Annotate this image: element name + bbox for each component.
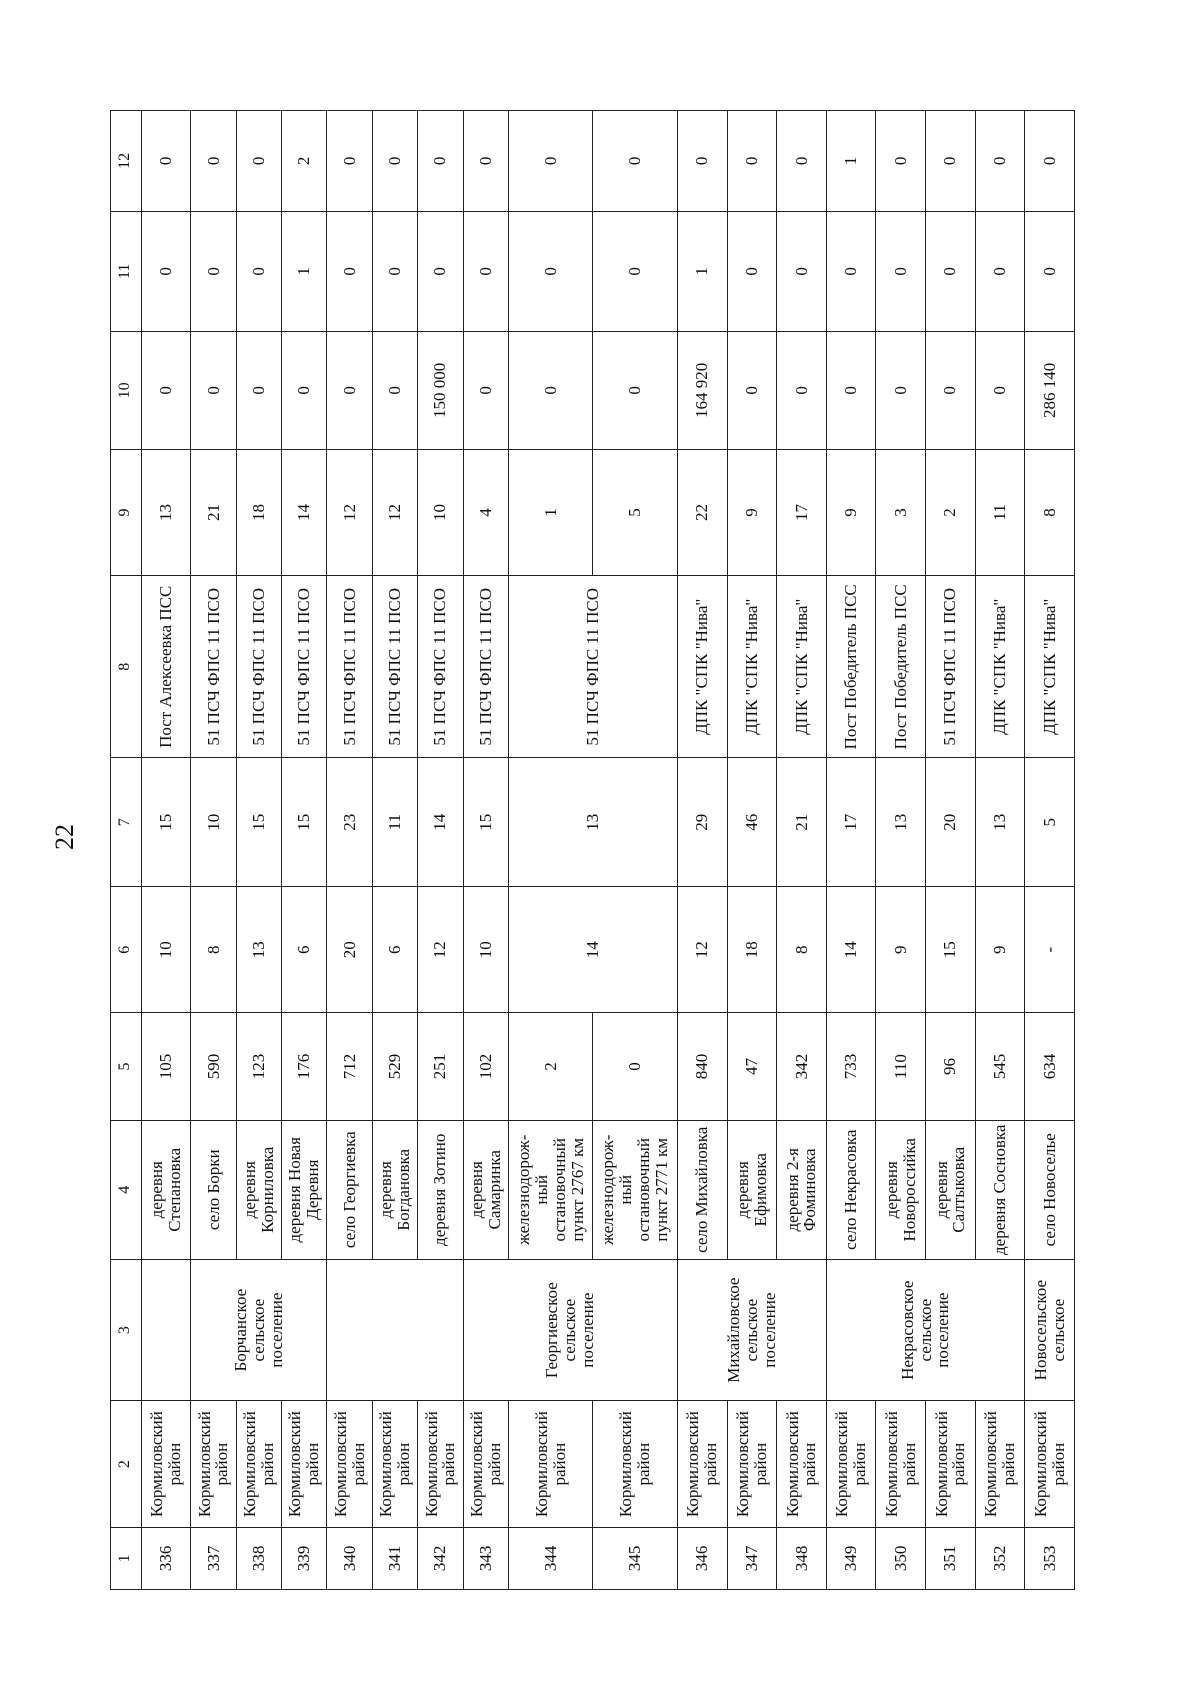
population-cell: 634 [1025,1013,1075,1120]
district-cell: Кормиловский район [282,1401,327,1527]
row-number-cell: 338 [236,1527,281,1589]
district-cell: Кормиловский район [508,1401,592,1527]
district-cell: Кормиловский район [463,1401,508,1527]
col11-cell: 0 [327,211,372,331]
locality-cell: деревня Ефимовка [727,1120,777,1259]
col7-cell: 15 [141,758,191,887]
col11-cell: 0 [418,211,463,331]
col12-cell: 0 [876,111,926,212]
col11-cell: 0 [141,211,191,331]
col6-cell: 8 [191,886,236,1012]
population-cell: 0 [593,1013,677,1120]
col6-cell: 8 [777,886,827,1012]
district-cell: Кормиловский район [777,1401,827,1527]
district-cell: Кормиловский район [1025,1401,1075,1527]
locality-cell: село Георгиевка [327,1120,372,1259]
col7-cell: 17 [826,758,876,887]
col7-cell: 13 [508,758,677,887]
row-number-cell: 336 [141,1527,191,1589]
column-number-header: 11 [111,211,142,331]
col11-cell: 0 [777,211,827,331]
locality-cell: деревня Новороссийка [876,1120,926,1259]
damage-cell: 0 [141,331,191,449]
col12-cell: 2 [282,111,327,212]
col9-cell: 12 [327,449,372,575]
fire-unit-cell: 51 ПСЧ ФПС 11 ПСО [282,576,327,758]
col11-cell: 0 [1025,211,1075,331]
table-row [191,111,236,1590]
col7-cell: 21 [777,758,827,887]
row-number-cell: 337 [191,1527,236,1589]
col7-cell: 15 [282,758,327,887]
district-cell: Кормиловский район [593,1401,677,1527]
fire-unit-cell: 51 ПСЧ ФПС 11 ПСО [418,576,463,758]
damage-cell: 286 140 [1025,331,1075,449]
col12-cell: 0 [191,111,236,212]
population-cell: 47 [727,1013,777,1120]
column-number-header: 6 [111,886,142,1012]
col12-cell: 0 [593,111,677,212]
district-cell: Кормиловский район [826,1401,876,1527]
col9-cell: 13 [141,449,191,575]
fire-unit-cell: ДПК "СПК "Нива" [1025,576,1075,758]
fire-unit-cell: 51 ПСЧ ФПС 11 ПСО [327,576,372,758]
damage-cell: 164 920 [677,331,727,449]
col7-cell: 15 [463,758,508,887]
population-cell: 712 [327,1013,372,1120]
fire-unit-cell: Пост Победитель ПСС [826,576,876,758]
col9-cell: 8 [1025,449,1075,575]
population-cell: 342 [777,1013,827,1120]
col9-cell: 18 [236,449,281,575]
population-cell: 840 [677,1013,727,1120]
table-row [1025,111,1075,1590]
fire-unit-cell: Пост Алексеевка ПСС [141,576,191,758]
col9-cell: 17 [777,449,827,575]
fire-unit-cell: ДПК "СПК "Нива" [727,576,777,758]
row-number-cell: 341 [372,1527,417,1589]
col12-cell: 0 [236,111,281,212]
row-number-cell: 343 [463,1527,508,1589]
damage-cell: 0 [727,331,777,449]
col11-cell: 0 [926,211,976,331]
col11-cell: 0 [826,211,876,331]
page-number: 22 [50,824,79,850]
population-cell: 529 [372,1013,417,1120]
locality-cell: железнодорож-ный остановочный пункт 2771 км [593,1120,677,1259]
district-cell: Кормиловский район [677,1401,727,1527]
col7-cell: 13 [876,758,926,887]
col6-cell: - [1025,886,1075,1012]
col12-cell: 0 [508,111,592,212]
col11-cell: 0 [876,211,926,331]
locality-cell: деревня Степановка [141,1120,191,1259]
damage-cell: 150 000 [418,331,463,449]
column-number-header: 7 [111,758,142,887]
settlement-cell [141,1259,191,1400]
col9-cell: 5 [593,449,677,575]
district-cell: Кормиловский район [191,1401,236,1527]
col6-cell: 6 [372,886,417,1012]
district-cell: Кормиловский район [327,1401,372,1527]
fire-unit-cell: Пост Победитель ПСС [876,576,926,758]
fire-unit-cell: 51 ПСЧ ФПС 11 ПСО [372,576,417,758]
settlement-cell: Георгиевское сельское поселение [463,1259,677,1400]
col11-cell: 0 [508,211,592,331]
col12-cell: 1 [826,111,876,212]
column-number-header: 9 [111,449,142,575]
row-number-cell: 346 [677,1527,727,1589]
col12-cell: 0 [1025,111,1075,212]
fire-unit-cell: ДПК "СПК "Нива" [677,576,727,758]
col12-cell: 0 [141,111,191,212]
locality-cell: село Некрасовка [826,1120,876,1259]
population-cell: 110 [876,1013,926,1120]
col9-cell: 14 [282,449,327,575]
col9-cell: 2 [926,449,976,575]
col6-cell: 15 [926,886,976,1012]
col9-cell: 22 [677,449,727,575]
col9-cell: 11 [975,449,1025,575]
col6-cell: 9 [975,886,1025,1012]
fire-unit-cell: 51 ПСЧ ФПС 11 ПСО [508,576,677,758]
col9-cell: 1 [508,449,592,575]
col6-cell: 18 [727,886,777,1012]
population-cell: 545 [975,1013,1025,1120]
col9-cell: 21 [191,449,236,575]
fire-unit-cell: 51 ПСЧ ФПС 11 ПСО [463,576,508,758]
locality-cell: село Михайловка [677,1120,727,1259]
settlement-cell: Некрасовское сельское поселение [826,1259,1025,1400]
col6-cell: 6 [282,886,327,1012]
col12-cell: 0 [372,111,417,212]
col7-cell: 20 [926,758,976,887]
col7-cell: 11 [372,758,417,887]
col11-cell: 0 [975,211,1025,331]
column-number-header: 2 [111,1401,142,1527]
row-number-cell: 349 [826,1527,876,1589]
col11-cell: 0 [372,211,417,331]
population-cell: 590 [191,1013,236,1120]
population-cell: 105 [141,1013,191,1120]
col6-cell: 12 [418,886,463,1012]
col12-cell: 0 [975,111,1025,212]
damage-cell: 0 [282,331,327,449]
locality-cell: деревня Сосновка [975,1120,1025,1259]
col12-cell: 0 [418,111,463,212]
col11-cell: 0 [191,211,236,331]
row-number-cell: 340 [327,1527,372,1589]
col7-cell: 23 [327,758,372,887]
table-row [463,111,508,1590]
settlement-cell [327,1259,463,1400]
district-cell: Кормиловский район [876,1401,926,1527]
column-number-header: 8 [111,576,142,758]
col11-cell: 0 [727,211,777,331]
col12-cell: 0 [677,111,727,212]
population-cell: 96 [926,1013,976,1120]
locality-cell: деревня Богдановка [372,1120,417,1259]
col12-cell: 0 [926,111,976,212]
col9-cell: 9 [826,449,876,575]
settlement-cell: Новосельское сельское [1025,1259,1075,1400]
locality-cell: село Новоселье [1025,1120,1075,1259]
col9-cell: 9 [727,449,777,575]
population-cell: 251 [418,1013,463,1120]
damage-cell: 0 [876,331,926,449]
damage-cell: 0 [593,331,677,449]
fire-unit-cell: ДПК "СПК "Нива" [975,576,1025,758]
population-cell: 733 [826,1013,876,1120]
row-number-cell: 344 [508,1527,592,1589]
row-number-cell: 339 [282,1527,327,1589]
population-cell: 123 [236,1013,281,1120]
row-number-cell: 345 [593,1527,677,1589]
population-cell: 102 [463,1013,508,1120]
row-number-cell: 342 [418,1527,463,1589]
district-cell: Кормиловский район [975,1401,1025,1527]
header-row [111,111,142,1590]
row-number-cell: 351 [926,1527,976,1589]
fire-unit-cell: 51 ПСЧ ФПС 11 ПСО [926,576,976,758]
col12-cell: 0 [463,111,508,212]
col9-cell: 10 [418,449,463,575]
column-number-header: 5 [111,1013,142,1120]
col9-cell: 3 [876,449,926,575]
col6-cell: 13 [236,886,281,1012]
col7-cell: 13 [975,758,1025,887]
table-row [141,111,191,1590]
col6-cell: 14 [826,886,876,1012]
col7-cell: 46 [727,758,777,887]
col12-cell: 0 [327,111,372,212]
damage-cell: 0 [327,331,372,449]
fire-unit-cell: ДПК "СПК "Нива" [777,576,827,758]
district-cell: Кормиловский район [926,1401,976,1527]
damage-cell: 0 [236,331,281,449]
locality-cell: деревня Самаринка [463,1120,508,1259]
locality-cell: деревня Зотино [418,1120,463,1259]
row-number-cell: 353 [1025,1527,1075,1589]
locality-cell: деревня Салтыковка [926,1120,976,1259]
damage-cell: 0 [777,331,827,449]
district-cell: Кормиловский район [418,1401,463,1527]
col7-cell: 10 [191,758,236,887]
data-table-container [110,110,1075,1590]
col6-cell: 9 [876,886,926,1012]
damage-cell: 0 [463,331,508,449]
population-cell: 176 [282,1013,327,1120]
col12-cell: 0 [777,111,827,212]
fire-unit-cell: 51 ПСЧ ФПС 11 ПСО [236,576,281,758]
district-cell: Кормиловский район [372,1401,417,1527]
fire-safety-table [110,110,1075,1590]
col11-cell: 0 [236,211,281,331]
row-number-cell: 347 [727,1527,777,1589]
district-cell: Кормиловский район [141,1401,191,1527]
column-number-header: 4 [111,1120,142,1259]
column-number-header: 12 [111,111,142,212]
col7-cell: 29 [677,758,727,887]
col9-cell: 12 [372,449,417,575]
damage-cell: 0 [191,331,236,449]
col11-cell: 1 [677,211,727,331]
table-row [826,111,876,1590]
col6-cell: 12 [677,886,727,1012]
locality-cell: деревня Новая Деревня [282,1120,327,1259]
damage-cell: 0 [826,331,876,449]
col7-cell: 5 [1025,758,1075,887]
district-cell: Кормиловский район [236,1401,281,1527]
column-number-header: 3 [111,1259,142,1400]
locality-cell: деревня 2-я Фоминовка [777,1120,827,1259]
row-number-cell: 348 [777,1527,827,1589]
col11-cell: 0 [593,211,677,331]
damage-cell: 0 [508,331,592,449]
col11-cell: 0 [463,211,508,331]
col7-cell: 14 [418,758,463,887]
damage-cell: 0 [926,331,976,449]
table-row [677,111,727,1590]
settlement-cell: Борчанское сельское поселение [191,1259,327,1400]
col6-cell: 10 [463,886,508,1012]
settlement-cell: Михайловское сельское поселение [677,1259,826,1400]
col11-cell: 1 [282,211,327,331]
row-number-cell: 350 [876,1527,926,1589]
population-cell: 2 [508,1013,592,1120]
col6-cell: 10 [141,886,191,1012]
row-number-cell: 352 [975,1527,1025,1589]
fire-unit-cell: 51 ПСЧ ФПС 11 ПСО [191,576,236,758]
col12-cell: 0 [727,111,777,212]
col6-cell: 20 [327,886,372,1012]
damage-cell: 0 [372,331,417,449]
column-number-header: 1 [111,1527,142,1589]
locality-cell: село Борки [191,1120,236,1259]
locality-cell: деревня Корниловка [236,1120,281,1259]
table-row [327,111,372,1590]
column-number-header: 10 [111,331,142,449]
district-cell: Кормиловский район [727,1401,777,1527]
locality-cell: железнодорож-ный остановочный пункт 2767 км [508,1120,592,1259]
col6-cell: 14 [508,886,677,1012]
col9-cell: 4 [463,449,508,575]
col7-cell: 15 [236,758,281,887]
damage-cell: 0 [975,331,1025,449]
